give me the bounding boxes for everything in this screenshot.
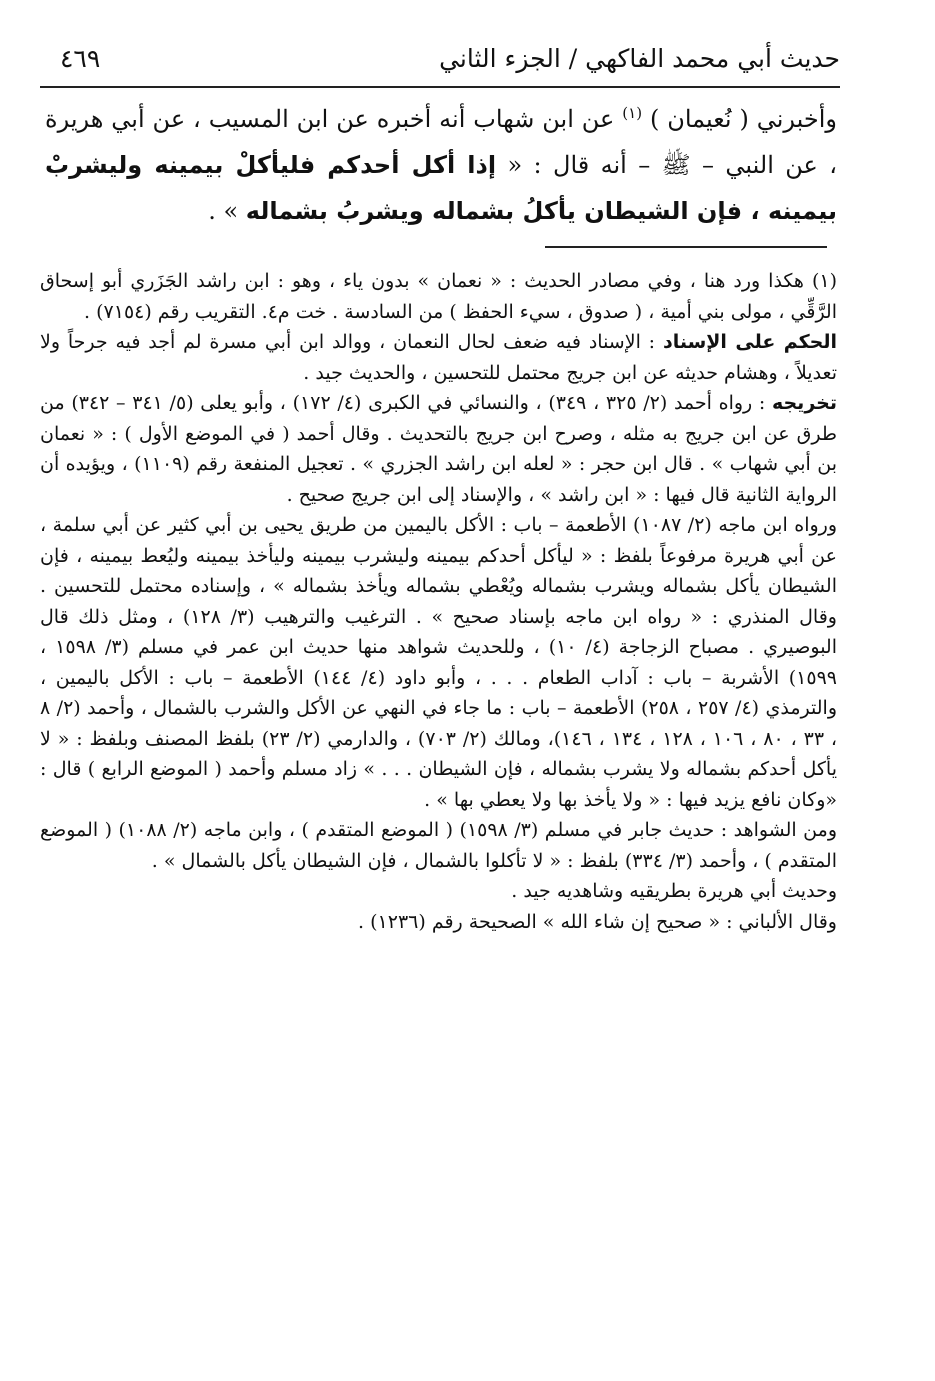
footnote-narrator-note: (١) هكذا ورد هنا ، وفي مصادر الحديث : « نعمان » بدون ياء ، وهو : ابن راشد الجَزَري أبو إسحاق الرَّقِّي ، مولى بني أمية ، ( صدوق ، سيء الحفظ ) من السادسة . خت م٤. التقريب رقم (٧١٥٤) .: [40, 270, 837, 323]
takhrij-label: تخريجه: [771, 392, 837, 414]
footnote-separator: [545, 246, 827, 248]
footnotes: [40, 266, 837, 937]
main-closing: » .: [208, 197, 246, 225]
page-number: ٤٦٩: [60, 44, 101, 73]
footnote-verdict: وحديث أبي هريرة بطريقيه وشاهديه جيد .: [511, 880, 837, 902]
footnote-shawahid: ومن الشواهد : حديث جابر في مسلم (٣/ ١٥٩٨) ( الموضع المتقدم ) ، وابن ماجه (٢/ ١٠٨٨) ( الموضع المتقدم ) ، وأحمد (٣/ ٣٣٤) بلفظ : « لا تأكلوا بالشمال ، فإن الشيطان يأكل بالشمال » .: [40, 819, 838, 872]
footnote-reference: (١): [622, 104, 643, 122]
isnad-ruling-label: الحكم على الإسناد: [662, 331, 838, 353]
footnote-albani: وقال الألباني : « صحيح إن شاء الله » الصحيحة رقم (١٢٣٦) .: [358, 910, 837, 933]
main-text: [45, 96, 837, 234]
hadith-text: إذا أكل أحدكم فليأكلْ بيمينه وليشربْ بيمينه ، فإن الشيطان يأكلُ بشماله ويشربُ بشماله: [45, 151, 837, 225]
footnote-ibn-majah: ورواه ابن ماجه (٢/ ١٠٨٧) الأطعمة – باب : الأكل باليمين من طريق يحيى بن أبي كثير عن أبي سلمة ، عن أبي هريرة مرفوعاً بلفظ : « ليأكل أحدكم بيمينه وليشرب بيمينه وليأخذ بيمينه وليُعط بيمينه ، فإن الشيطان يأكل بشماله ويشرب بشماله ويُعْطي بشماله ويأخذ بشماله » ، وإسناده محتمل للتحسين . وقال المنذري : « رواه ابن ماجه بإسناد صحيح » . الترغيب والترهيب (٣/ ١٢٨) ، ومثل ذلك قال البوصيري . مصباح الزجاجة (٤/ ١٠) ، وللحديث شواهد منها حديث ابن عمر في مسلم (٣/ ١٥٩٨ ، ١٥٩٩) الأشربة – باب : آداب الطعام . . . ، وأبو داود (٤/ ١٤٤) الأطعمة – باب : الأكل باليمين ، والترمذي (٤/ ٢٥٧ ، ٢٥٨) الأطعمة – باب : ما جاء في النهي عن الأكل والشرب بالشمال ، وأحمد (٢/ ٨ ، ٣٣ ، ٨٠ ، ١٠٦ ، ١٢٨ ، ١٣٤ ، ١٤٦)، ومالك (٢/ ٧٠٣) ، والدارمي (٢/ ٢٣) بلفظ المصنف وبلفظ : « لا يأكل أحدكم بشماله ولا يشرب بشماله ، فإن الشيطان . . . » زاد مسلم وأحمد ( الموضع الرابع ) قال : «وكان نافع يزيد فيها : « ولا يأخذ بها ولا يعطي بها » .: [40, 514, 838, 811]
main-chain: عن ابن شهاب أنه أخبره عن ابن المسيب ، عن أبي هريرة ، عن النبي – ﷺ – أنه قال : «: [45, 105, 837, 179]
takhrij-text: : رواه أحمد (٢/ ٣٢٥ ، ٣٤٩) ، والنسائي في الكبرى (٤/ ١٧٢) ، وأبو يعلى (٥/ ٣٤١ – ٣٤٢) من طرق عن ابن جريج به مثله ، وصرح ابن جريج بالتحديث . وقال أحمد ( في الموضع الأول ) : « نعمان بن أبي شهاب » . قال ابن حجر : « لعله ابن راشد الجزري » . تعجيل المنفعة رقم (١١٠٩) ، ويؤيده أن الرواية الثانية قال فيها : « ابن راشد » ، والإسناد إلى ابن جريج صحيح .: [40, 392, 837, 506]
footnote-isnad-ruling: [40, 327, 837, 388]
isnad-ruling-text: : الإسناد فيه ضعف لحال النعمان ، ووالد ابن أبي مسرة لم أجد فيه جرحاً ولا تعديلاً ، وهشام حديثه عن ابن جريج محتمل للتحسين ، والحديث جيد .: [40, 331, 837, 384]
page-header: [40, 38, 840, 88]
footnote-takhrij: [40, 388, 837, 510]
main-intro: وأخبرني ( نُعيمان ): [642, 105, 837, 133]
running-title: حديث أبي محمد الفاكهي / الجزء الثاني: [439, 44, 840, 73]
